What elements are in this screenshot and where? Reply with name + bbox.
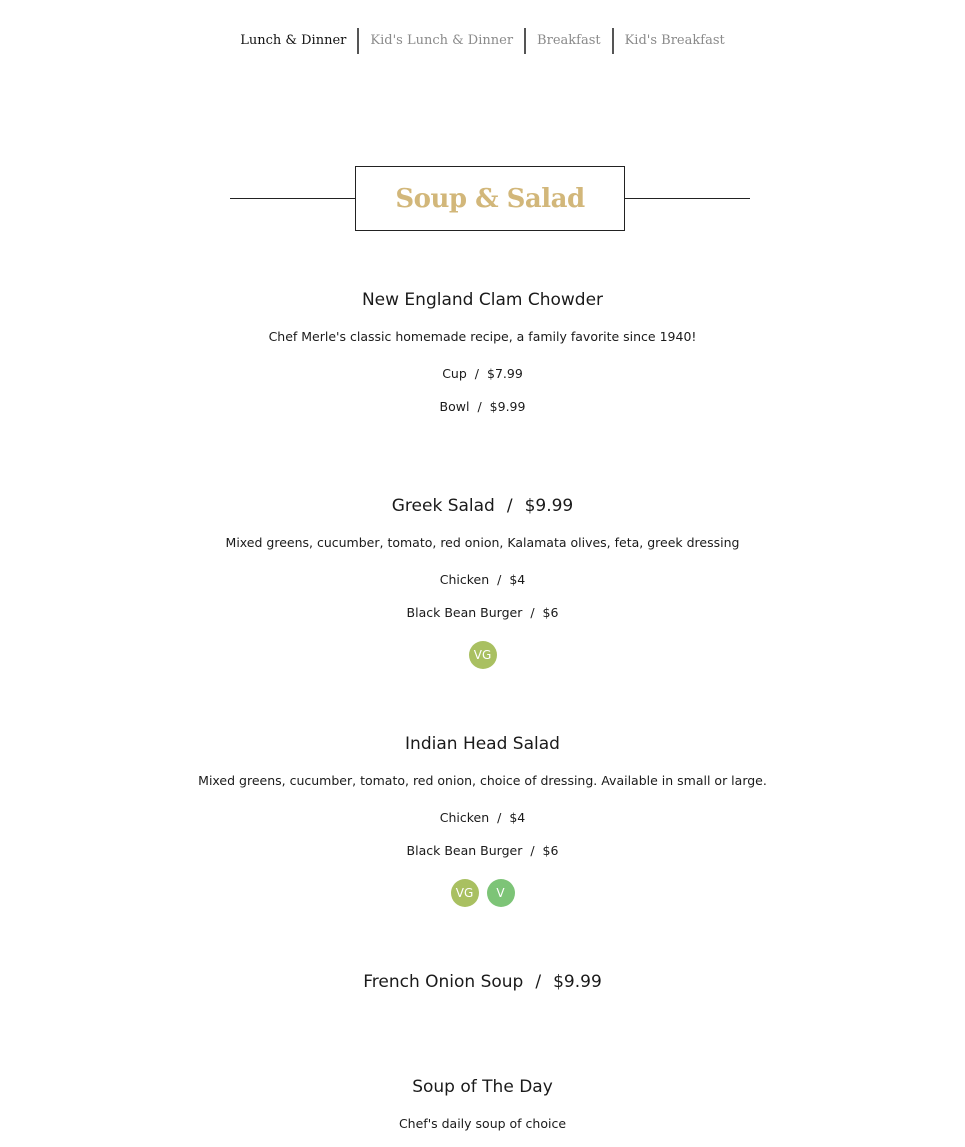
option-separator: /: [530, 843, 535, 858]
option-label: Cup: [442, 366, 467, 381]
menu-item-name: New England Clam Chowder: [361, 290, 604, 310]
menu-item-price: $9.99: [524, 496, 574, 516]
option-label: Black Bean Burger: [406, 605, 523, 620]
section-header: [230, 166, 750, 231]
option-label: Chicken: [439, 810, 490, 825]
diet-badges: [0, 641, 965, 669]
menu-item-option: [0, 810, 965, 825]
menu-item-option: [0, 572, 965, 587]
vegan-badge: VG: [469, 641, 497, 669]
option-label: Chicken: [439, 572, 490, 587]
option-separator: /: [477, 399, 482, 414]
menu-item-title: [0, 734, 965, 754]
tab-kids-breakfast[interactable]: Kid's Breakfast: [624, 33, 725, 48]
tab-breakfast[interactable]: Breakfast: [537, 33, 601, 48]
diet-badges: [0, 879, 965, 907]
menu-item-title: [0, 1077, 965, 1097]
option-label: Bowl: [439, 399, 470, 414]
menu-item-title: [0, 496, 965, 516]
menu-item-title: [0, 290, 965, 310]
menu-item-name: Soup of The Day: [412, 1077, 553, 1097]
menu-item-option: [0, 366, 965, 381]
menu-item-description: Mixed greens, cucumber, tomato, red onion, choice of dressing. Available in small or large.: [198, 773, 767, 788]
menu-item-option: [0, 399, 965, 414]
menu-item-option: [0, 843, 965, 858]
tab-kids-lunch-dinner[interactable]: Kid's Lunch & Dinner: [370, 33, 514, 48]
option-price: $6: [542, 843, 559, 858]
option-price: $7.99: [487, 366, 523, 381]
menu-item-description: Chef Merle's classic homemade recipe, a family favorite since 1940!: [268, 329, 697, 344]
menu-item-description: Chef's daily soup of choice: [398, 1116, 567, 1131]
vegan-badge: VG: [451, 879, 479, 907]
title-separator: /: [535, 972, 542, 992]
menu-tabs: [0, 28, 965, 54]
section-title-box: [355, 166, 625, 231]
menu-item-name: French Onion Soup: [363, 972, 524, 992]
option-price: $4: [509, 572, 526, 587]
option-label: Black Bean Burger: [406, 843, 523, 858]
tab-lunch-dinner[interactable]: Lunch & Dinner: [240, 33, 347, 48]
option-price: $4: [509, 810, 526, 825]
option-separator: /: [497, 572, 502, 587]
menu-item-title: [0, 972, 965, 992]
option-separator: /: [474, 366, 479, 381]
vegetarian-badge: V: [487, 879, 515, 907]
menu-item-description: Mixed greens, cucumber, tomato, red onion, Kalamata olives, feta, greek dressing: [225, 535, 740, 550]
section-title: Soup & Salad: [395, 183, 585, 214]
option-price: $9.99: [489, 399, 526, 414]
option-separator: /: [497, 810, 502, 825]
option-separator: /: [530, 605, 535, 620]
menu-item-name: Greek Salad: [391, 496, 495, 516]
menu-item-option: [0, 605, 965, 620]
menu-item-name: Indian Head Salad: [405, 734, 560, 754]
option-price: $6: [542, 605, 559, 620]
title-separator: /: [506, 496, 513, 516]
menu-item-price: $9.99: [553, 972, 602, 992]
